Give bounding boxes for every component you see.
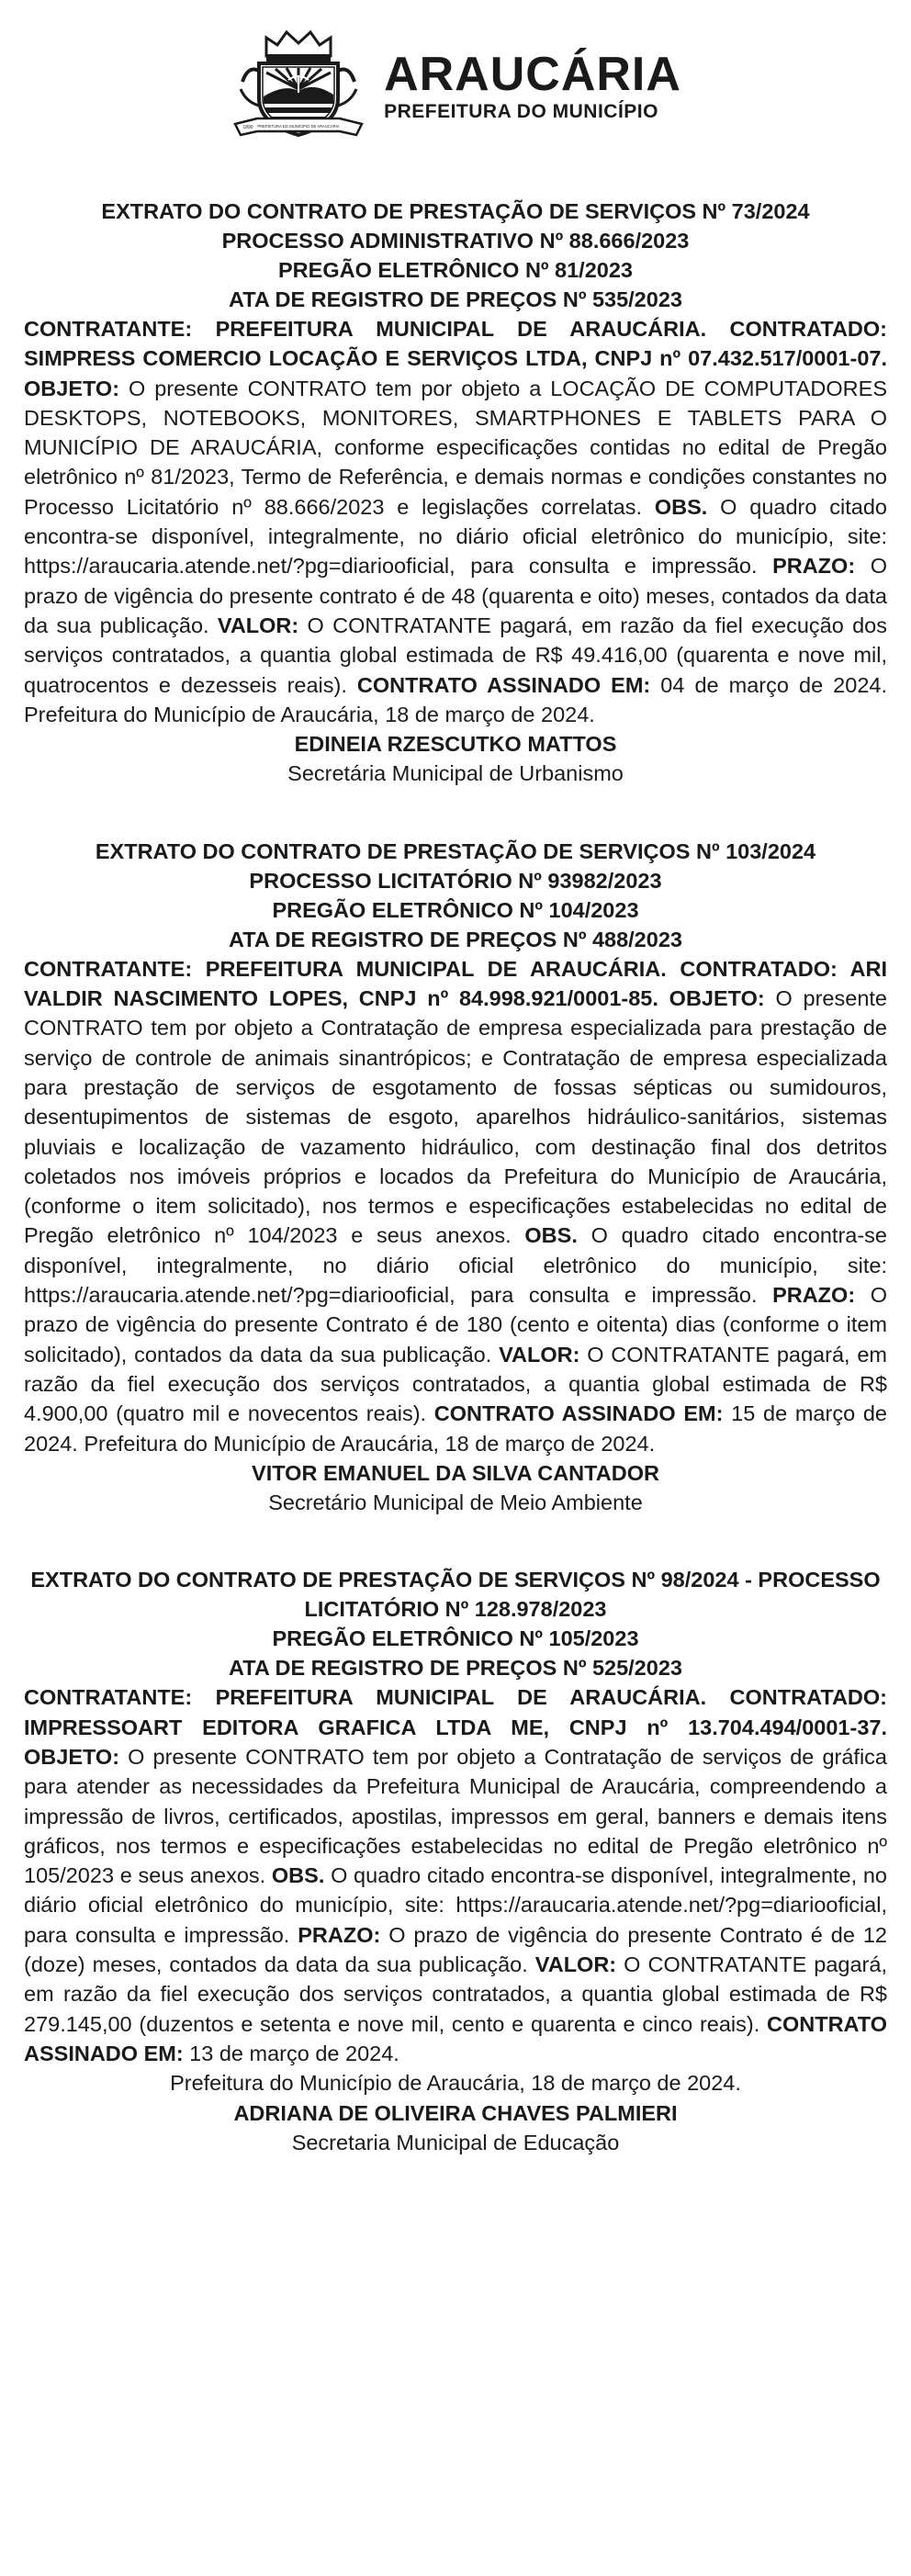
closing-place-date: Prefeitura do Município de Araucária, 18 de março de 2024. (170, 2071, 741, 2096)
contract-bold-label: CONTRATANTE: PREFEITURA MUNICIPAL DE ARAUCÁRIA. CONTRATADO: IMPRESSOART EDITORA GRAFICA LTDA ME, CNPJ nº 13.704.494/0001-37. OBJETO: (24, 1685, 887, 1769)
contract-extract-section (24, 1565, 887, 2157)
contract-body-text (24, 954, 887, 1458)
contract-text-run: O presente CONTRATO tem por objeto a Contratação de empresa especializada para prestação de serviço de controle de animais sinantrópicos; e Contratação de empresa especializada para prestação de serviços de esgotamento de fossas sépticas ou sumidouros, desentupimentos de sistemas de esgoto, aparelhos hidráulico-sanitários, sistemas pluviais e localização de vazamento hidráulico, com destinação final dos detritos coletados nos imóveis próprios e locados da Prefeitura do Município de Araucária, (conforme o item solicitado), nos termos e especificações estabelecidas no edital de Pregão eletrônico nº 104/2023 e seus anexos. (24, 986, 887, 1248)
document-page (0, 17, 911, 2157)
contract-bold-label: OBS. (271, 1863, 325, 1888)
contract-bold-label: VALOR: (499, 1342, 580, 1367)
seal-ribbon-text: PREFEITURA DO MUNICÍPIO DE ARAUCÁRIA (257, 124, 340, 129)
signer-name: ADRIANA DE OLIVEIRA CHAVES PALMIERI (233, 2100, 678, 2125)
contract-text-run: O prazo de vigência do presente contrato é de 48 (quarenta e oito) meses, contados da data da sua publicação. (24, 554, 887, 637)
contract-title-line: EXTRATO DO CONTRATO DE PRESTAÇÃO DE SERVIÇOS Nº 103/2024 (95, 838, 816, 863)
contract-text-run: O presente CONTRATO tem por objeto a Contratação de serviços de gráfica para atender as necessidades da Prefeitura Municipal de Araucária, compreendendo a impressão de livros, certificados, apostilas, impressos em geral, banners e demais itens gráficos, nos termos e especificações estabelecidas no edital de Pregão eletrônico nº 105/2023 e seus anexos. (24, 1744, 887, 1888)
contract-bold-label: CONTRATO ASSINADO EM: (356, 672, 651, 697)
contract-text-run: O prazo de vigência do presente Contrato é de 12 (doze) meses, contados da data da sua publicação. (24, 1922, 887, 1977)
contract-bold-label: CONTRATO ASSINADO EM: (24, 2011, 887, 2065)
contract-bold-label: CONTRATANTE: PREFEITURA MUNICIPAL DE ARAUCÁRIA. CONTRATADO: SIMPRESS COMERCIO LOCAÇÃO E SERVIÇOS LTDA, CNPJ nº 07.432.517/0001-07. OBJETO: (24, 317, 887, 400)
contract-text-run: O quadro citado encontra-se disponível, integralmente, no diário oficial eletrônico do município, site: https://araucaria.atende.net/?pg=diariooficial, para consulta e impressão. (24, 1223, 887, 1308)
contract-text-run: O CONTRATANTE pagará, em razão da fiel execução dos serviços contratados, a quantia global estimada de R$ 4.900,00 (quatro mil e novecentos reais). (24, 1342, 887, 1426)
signer-role: Secretária Municipal de Urbanismo (287, 761, 624, 786)
contract-bold-label: OBS. (654, 494, 708, 519)
contract-bold-label: PRAZO: (772, 1283, 856, 1308)
municipal-crest-logo (230, 28, 367, 142)
contract-bold-label: VALOR: (534, 1952, 617, 1977)
signer-name: EDINEIA RZESCUTKO MATTOS (294, 732, 617, 757)
brand-subtitle: PREFEITURA DO MUNICÍPIO (384, 100, 658, 122)
contract-title-line: PREGÃO ELETRÔNICO Nº 81/2023 (278, 258, 633, 282)
brand-name: ARAUCÁRIA (384, 47, 681, 101)
contract-text-run: 15 de março de 2024. Prefeitura do Município de Araucária, 18 de março de 2024. (24, 1401, 887, 1456)
contract-bold-label: PRAZO: (298, 1922, 381, 1947)
contract-bold-label: CONTRATO ASSINADO EM: (433, 1401, 724, 1426)
contract-extract-section (24, 197, 887, 789)
contract-bold-label: VALOR: (217, 613, 299, 637)
header (24, 17, 887, 154)
contract-text-run: O quadro citado encontra-se disponível, integralmente, no diário oficial eletrônico do município, site: https://araucaria.atende.net/?pg=diariooficial, para consulta e impressão. (24, 1863, 887, 1947)
contract-bold-label: OBS. (524, 1223, 578, 1248)
contract-text-run: O CONTRATANTE pagará, em razão da fiel execução dos serviços contratados, a quantia global estimada de R$ 49.416,00 (quarenta e nove mil, quatrocentos e dezesseis reais). (24, 613, 887, 697)
contract-extract-section (24, 837, 887, 1518)
contract-text-run: O prazo de vigência do presente Contrato é de 180 (cento e oitenta) dias (conforme o item solicitado), contados da data da sua publicação. (24, 1283, 887, 1367)
contract-text-run: 04 de março de 2024. Prefeitura do Município de Araucária, 18 de março de 2024. (24, 672, 887, 726)
contract-title-line: EXTRATO DO CONTRATO DE PRESTAÇÃO DE SERVIÇOS Nº 73/2024 (101, 199, 810, 223)
contract-title-line: PROCESSO ADMINISTRATIVO Nº 88.666/2023 (221, 229, 690, 253)
contract-title-line: PROCESSO LICITATÓRIO Nº 93982/2023 (249, 868, 662, 893)
contract-bold-label: PRAZO: (772, 554, 856, 579)
contract-title-line: EXTRATO DO CONTRATO DE PRESTAÇÃO DE SERVIÇOS Nº 98/2024 - PROCESSO LICITATÓRIO Nº 128.978/2023 (30, 1568, 881, 1622)
sections-container (24, 197, 887, 2157)
contract-text-run: O presente CONTRATO tem por objeto a LOCAÇÃO DE COMPUTADORES DESKTOPS, NOTEBOOKS, MONITORES, SMARTPHONES E TABLETS PARA O MUNICÍPIO DE ARAUCÁRIA, conforme especificações contidas no edital de Pregão eletrônico nº 81/2023, Termo de Referência, e demais normas e condições constantes no Processo Licitatório nº 88.666/2023 e legislações correlatas. (24, 376, 887, 519)
signer-role: Secretário Municipal de Meio Ambiente (268, 1490, 643, 1515)
seal-year-text: 1890 (242, 125, 253, 130)
signer-role: Secretaria Municipal de Educação (291, 2130, 620, 2154)
contract-title-line: ATA DE REGISTRO DE PREÇOS Nº 535/2023 (229, 287, 682, 311)
brand-block (384, 47, 681, 122)
contract-title-line: ATA DE REGISTRO DE PREÇOS Nº 525/2023 (229, 1656, 682, 1681)
contract-title-line: PREGÃO ELETRÔNICO Nº 104/2023 (272, 897, 639, 922)
contract-body-text (24, 1682, 887, 2068)
signer-name: VITOR EMANUEL DA SILVA CANTADOR (252, 1460, 659, 1485)
contract-body-text (24, 314, 887, 729)
contract-title-line: PREGÃO ELETRÔNICO Nº 105/2023 (272, 1626, 639, 1651)
contract-text-run: 13 de março de 2024. (183, 2041, 399, 2065)
contract-text-run: O CONTRATANTE pagará, em razão da fiel execução dos serviços contratados, a quantia global estimada de R$ 279.145,00 (duzentos e setenta e nove mil, cento e quarenta e cinco reais). (24, 1952, 887, 2036)
contract-text-run: O quadro citado encontra-se disponível, integralmente, no diário oficial eletrônico do município, site: https://araucaria.atende.net/?pg=diariooficial, para consulta e impressão. (24, 494, 887, 579)
contract-title-line: ATA DE REGISTRO DE PREÇOS Nº 488/2023 (229, 927, 682, 951)
contract-bold-label: CONTRATANTE: PREFEITURA MUNICIPAL DE ARAUCÁRIA. CONTRATADO: ARI VALDIR NASCIMENTO LOPES, CNPJ nº 84.998.921/0001-85. OBJETO: (24, 956, 887, 1011)
